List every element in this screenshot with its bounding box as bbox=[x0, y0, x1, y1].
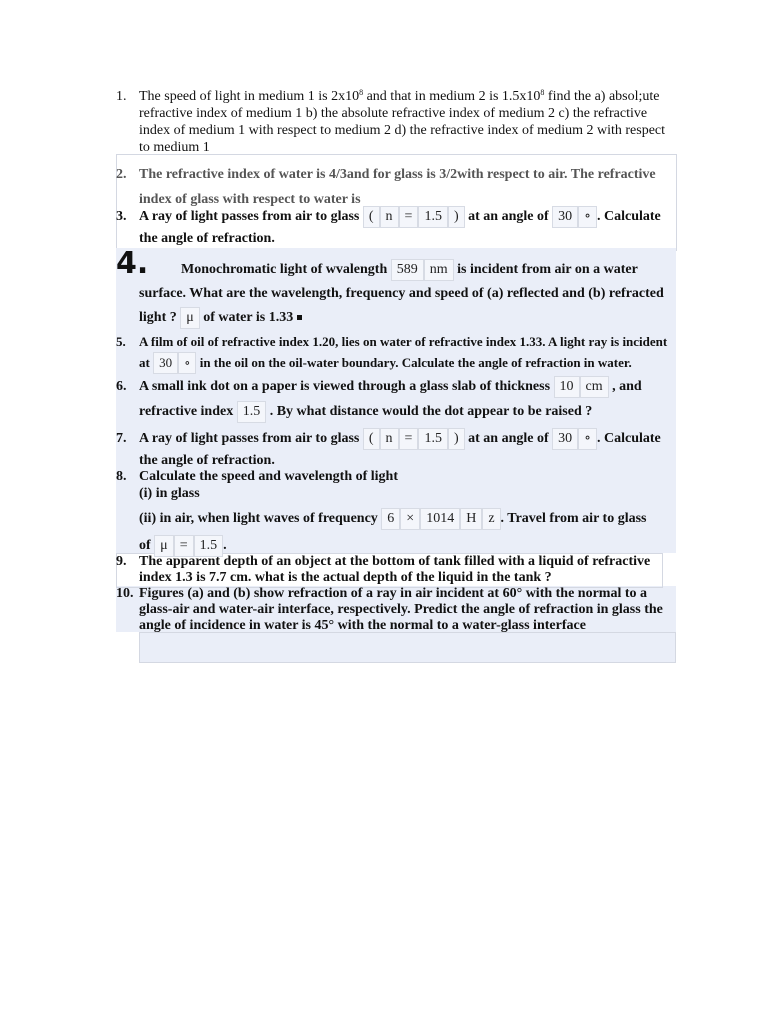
math-var: n bbox=[380, 206, 399, 228]
degree-symbol: ∘ bbox=[578, 206, 597, 228]
q3-text-part: at an angle of bbox=[468, 209, 549, 224]
question-number: 7. bbox=[116, 431, 127, 446]
q8-line: (i) in glass bbox=[139, 486, 200, 501]
q3-text-part: . Calculate the angle of refraction. bbox=[139, 209, 661, 246]
math-paren: ) bbox=[448, 428, 465, 450]
question-text bbox=[139, 88, 676, 156]
q6-text-part: , and refractive index bbox=[139, 379, 642, 419]
question-text: The refractive index of water is 4/3and for glass is 3/2with respect to air. The refractive index of glass with respect to water is bbox=[139, 167, 656, 207]
question-1 bbox=[116, 88, 676, 156]
q8-text-part: (ii) in air, when light waves of frequency bbox=[139, 511, 378, 526]
q4-text-part: is incident from air on a water surface. What are the wavelength, frequency and speed of (a) reflected and (b) refracted light ? bbox=[139, 262, 664, 325]
question-text: The apparent depth of an object at the bottom of tank filled with a liquid of refractive index 1.3 is 7.7 cm. what is the actual depth of the liquid in the tank ? bbox=[139, 554, 651, 585]
q8-line bbox=[139, 507, 676, 531]
q1-text-part: find the a) absol;ute refractive index of medium 1 b) the absolute refractive index of medium 2 c) the refractive index of medium 1 with respect to medium 2 d) the refractive index of medium 2 with respect to medium 1 bbox=[139, 89, 666, 155]
q8-text-part: of bbox=[139, 538, 151, 553]
question-number: 9. bbox=[116, 554, 127, 569]
question-number: 6. bbox=[116, 379, 127, 394]
q1-text-part: and that in medium 2 is 1.5x10 bbox=[363, 89, 541, 104]
question-7 bbox=[116, 428, 676, 472]
square-bullet-icon bbox=[297, 315, 302, 320]
q7-text-part: A ray of light passes from air to glass bbox=[139, 431, 360, 446]
math-unit: cm bbox=[580, 376, 609, 398]
degree-symbol: ∘ bbox=[578, 428, 597, 450]
q4-text-part: Monochromatic light of wvalength bbox=[181, 262, 388, 277]
math-value: 1.5 bbox=[194, 535, 224, 557]
question-number: 10. bbox=[116, 586, 134, 601]
math-unit: H bbox=[460, 508, 482, 530]
question-text bbox=[139, 374, 676, 424]
math-angle: 30 bbox=[552, 428, 578, 450]
question-2 bbox=[116, 162, 668, 212]
question-10 bbox=[116, 586, 676, 634]
math-paren: ( bbox=[363, 206, 380, 228]
shade-block-bottom bbox=[139, 632, 676, 663]
math-angle: 30 bbox=[153, 352, 178, 374]
question-9 bbox=[116, 554, 661, 586]
math-value: 10 bbox=[554, 376, 580, 398]
math-paren: ) bbox=[448, 206, 465, 228]
q8-line: Calculate the speed and wavelength of light bbox=[139, 469, 398, 484]
question-number: 5. bbox=[116, 334, 126, 349]
math-value: 1.5 bbox=[418, 428, 448, 450]
math-equals: = bbox=[399, 206, 419, 228]
degree-symbol: ∘ bbox=[178, 352, 196, 374]
q1-text-part: The speed of light in medium 1 is 2x10 bbox=[139, 89, 360, 104]
question-text: Figures (a) and (b) show refraction of a ray in air incident at 60° with the normal to a glass-air and water-air interface, respectively. Predict the angle of refraction in glass the angle of incidence in water is 45° with the normal to a water-glass interface bbox=[139, 586, 663, 633]
question-number: 1. bbox=[116, 89, 127, 104]
math-equals: = bbox=[399, 428, 419, 450]
question-4 bbox=[116, 258, 676, 330]
q7-text-part: . Calculate the angle of refraction. bbox=[139, 431, 661, 468]
question-text bbox=[139, 468, 676, 558]
question-3 bbox=[116, 206, 676, 250]
q1-superscript: 8 bbox=[540, 88, 545, 97]
q3-text-part: A ray of light passes from air to glass bbox=[139, 209, 360, 224]
math-mu: μ bbox=[154, 535, 174, 557]
question-number: 3. bbox=[116, 209, 127, 224]
q8-text-part: . bbox=[223, 538, 227, 553]
math-value: 589 bbox=[391, 259, 424, 281]
question-text bbox=[139, 332, 676, 374]
math-paren: ( bbox=[363, 428, 380, 450]
math-unit: z bbox=[482, 508, 500, 530]
q6-text-part: . By what distance would the dot appear to be raised ? bbox=[269, 404, 593, 419]
q6-text-part: A small ink dot on a paper is viewed through a glass slab of thickness bbox=[139, 379, 551, 394]
question-5 bbox=[116, 332, 676, 374]
math-value: 1.5 bbox=[418, 206, 448, 228]
math-times: × bbox=[400, 508, 420, 530]
question-number: 2. bbox=[116, 167, 127, 182]
math-var: n bbox=[380, 428, 399, 450]
math-value: 1014 bbox=[420, 508, 460, 530]
question-text bbox=[139, 428, 676, 472]
question-6 bbox=[116, 374, 676, 424]
question-text bbox=[139, 206, 676, 250]
q5-text-part: in the oil on the oil-water boundary. Calculate the angle of refraction in water. bbox=[199, 355, 632, 370]
math-value: 1.5 bbox=[237, 401, 267, 423]
question-number: 8. bbox=[116, 469, 127, 484]
q8-text-part: . Travel from air to glass bbox=[500, 511, 647, 526]
math-equals: = bbox=[174, 535, 194, 557]
question-text bbox=[139, 258, 676, 330]
q1-superscript: 8 bbox=[359, 88, 364, 97]
q7-text-part: at an angle of bbox=[468, 431, 549, 446]
math-value: 6 bbox=[381, 508, 400, 530]
math-mu: μ bbox=[180, 307, 200, 329]
q5-text-part: A film of oil of refractive index 1.20, lies on water of refractive index 1.33. A light ray is incident at bbox=[139, 334, 668, 370]
q4-text-part: of water is 1.33 bbox=[203, 310, 294, 325]
question-number-large: 4. bbox=[116, 246, 149, 281]
math-angle: 30 bbox=[552, 206, 578, 228]
question-8 bbox=[116, 468, 676, 558]
math-unit: nm bbox=[424, 259, 454, 281]
